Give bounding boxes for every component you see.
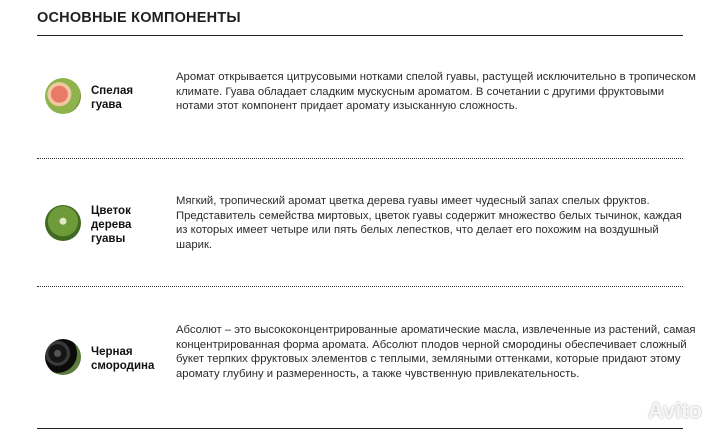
currant-icon	[45, 339, 81, 375]
component-name: Цветок дерева гуавы	[91, 205, 132, 245]
item-divider	[37, 158, 683, 159]
avito-watermark: Avito	[647, 398, 702, 423]
item-divider	[37, 286, 683, 287]
component-name: Спелая гуава	[91, 85, 134, 111]
section-title: ОСНОВНЫЕ КОМПОНЕНТЫ	[37, 10, 241, 26]
bottom-divider	[37, 428, 683, 429]
guava-icon	[45, 78, 81, 114]
component-item-black-currant	[37, 323, 696, 408]
component-item-guava-flower	[37, 194, 683, 274]
flower-icon	[45, 205, 81, 241]
component-item-guava	[37, 70, 696, 150]
component-description: Абсолют – это высококонцентрированные ароматические масла, извлеченные из растений, самая концентрированная форма аромата. Абсолют плодов черной смородины обеспечивает сложный букет терпких фруктовых элементов с теплыми, земляными оттенками, которые придают этому аромату глубину и размеренность, а также чувственную привлекательность.	[176, 324, 696, 380]
component-description: Мягкий, тропический аромат цветка дерева гуавы имеет чудесный запах спелых фруктов. Представитель семейства миртовых, цветок гуавы содержит множество белых тычинок, каждая из которых имеет четыре или пять белых лепестков, что делает его похожим на воздушный шарик.	[176, 195, 682, 251]
component-name: Черная смородина	[91, 346, 155, 372]
component-description: Аромат открывается цитрусовыми нотками спелой гуавы, растущей исключительно в тропическом климате. Гуава обладает сладким мускусным ароматом. В сочетании с другими фруктовыми нотами этот компонент придает аромату изысканную сложность.	[176, 71, 696, 113]
title-divider	[37, 35, 683, 36]
